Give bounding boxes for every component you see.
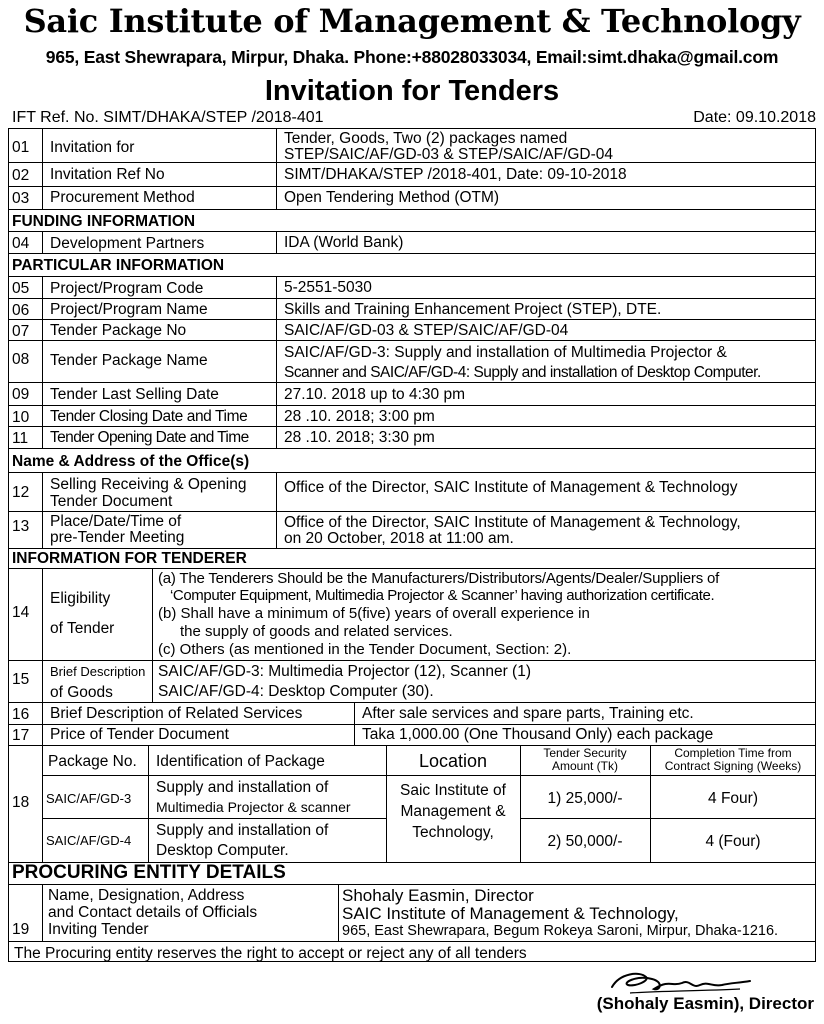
table-rule xyxy=(276,276,277,448)
table-rule xyxy=(338,884,339,941)
package-identification: Desktop Computer. xyxy=(156,842,289,859)
security-amount: 2) 50,000/- xyxy=(547,833,623,850)
row-number: 08 xyxy=(12,351,30,368)
table-rule xyxy=(8,724,816,725)
row-number: 01 xyxy=(12,139,30,156)
table-rule xyxy=(8,472,816,473)
row-label: Tender Package No xyxy=(50,322,187,339)
section-heading: INFORMATION FOR TENDERER xyxy=(12,550,247,567)
table-rule xyxy=(8,231,816,232)
table-rule xyxy=(8,209,816,210)
row-label: Brief Description of Related Services xyxy=(50,705,303,722)
row-value: SAIC/AF/GD-03 & STEP/SAIC/AF/GD-04 xyxy=(284,322,569,339)
row-number: 09 xyxy=(12,386,30,403)
section-heading: FUNDING INFORMATION xyxy=(12,213,196,230)
row-value: 27.10. 2018 up to 4:30 pm xyxy=(284,386,465,403)
table-rule xyxy=(8,448,816,449)
table-rule xyxy=(8,511,816,512)
section-heading: Name & Address of the Office(s) xyxy=(12,453,250,470)
officer-address: 965, East Shewrapara, Begum Rokeya Saroni, Mirpur, Dhaka-1216. xyxy=(342,923,779,939)
row-number: 15 xyxy=(12,671,30,688)
table-rule xyxy=(8,382,816,383)
eligibility-line: the supply of goods and related services. xyxy=(180,623,453,640)
row-label: Invitation for xyxy=(50,139,135,156)
row-value: SAIC/AF/GD-3: Multimedia Projector (12), Scanner (1) xyxy=(158,663,531,680)
row-number: 14 xyxy=(12,604,30,621)
table-rule xyxy=(276,128,277,209)
row-label: Price of Tender Document xyxy=(50,726,229,743)
package-number: SAIC/AF/GD-3 xyxy=(46,791,132,806)
table-rule xyxy=(8,702,816,703)
table-rule xyxy=(354,702,355,745)
institute-name: Saic Institute of Management & Technology xyxy=(23,2,801,40)
eligibility-line: ‘Computer Equipment, Multimedia Projector & Scanner’ having authorization certificate. xyxy=(170,587,715,604)
notice-heading: Invitation for Tenders xyxy=(264,75,560,107)
footer-note: The Procuring entity reserves the right to accept or reject any of all tenders xyxy=(14,945,527,962)
row-value: SAIC/AF/GD-4: Desktop Computer (30). xyxy=(158,683,434,700)
row-label: Project/Program Name xyxy=(50,301,208,318)
table-rule xyxy=(42,702,43,862)
location-line: Technology, xyxy=(412,824,494,841)
table-rule xyxy=(42,818,386,819)
row-number: 16 xyxy=(12,706,30,723)
row-label: Tender Last Selling Date xyxy=(50,386,219,403)
row-value: Open Tendering Method (OTM) xyxy=(284,189,500,206)
row-value: After sale services and spare parts, Training etc. xyxy=(362,705,694,722)
row-number: 13 xyxy=(12,518,30,535)
row-value: 28 .10. 2018; 3:00 pm xyxy=(284,408,435,425)
row-number: 10 xyxy=(12,409,30,426)
section-heading: PROCURING ENTITY DETAILS xyxy=(12,862,286,883)
row-label: Tender Package Name xyxy=(50,352,208,369)
package-identification: Supply and installation of xyxy=(156,822,329,839)
signatory: (Shohaly Easmin), Director xyxy=(596,994,814,1013)
row-label: Invitation Ref No xyxy=(50,166,165,183)
row-value: Office of the Director, SAIC Institute of Management & Technology xyxy=(284,479,738,496)
table-rule xyxy=(8,253,816,254)
row-label: Project/Program Code xyxy=(50,280,204,297)
row-value: 5-2551-5030 xyxy=(284,279,372,296)
table-rule xyxy=(8,568,816,569)
table-rule xyxy=(8,405,816,406)
table-rule xyxy=(42,472,43,548)
table-rule xyxy=(42,231,43,253)
completion-header: Completion Time from xyxy=(674,746,792,760)
table-rule xyxy=(8,186,816,187)
row-label: of Tender xyxy=(50,620,115,637)
row-label: Name, Designation, Address xyxy=(48,887,245,904)
eligibility-line: (a) The Tenderers Should be the Manufacturers/Distributors/Agents/Dealer/Suppliers of xyxy=(158,570,720,587)
row-label: Tender Document xyxy=(50,493,173,510)
table-rule xyxy=(276,231,277,253)
table-rule xyxy=(148,745,149,862)
row-number: 06 xyxy=(12,302,30,319)
table-rule xyxy=(8,941,816,942)
row-value: SIMT/DHAKA/STEP /2018-401, Date: 09-10-2018 xyxy=(284,166,627,183)
location-line: Management & xyxy=(400,803,506,820)
package-identification: Supply and installation of xyxy=(156,779,329,796)
row-value: IDA (World Bank) xyxy=(284,234,404,251)
table-rule xyxy=(8,319,816,320)
table-rule xyxy=(152,568,153,702)
location-header: Location xyxy=(418,751,488,771)
package-number: SAIC/AF/GD-4 xyxy=(46,833,132,848)
package-header: Package No. xyxy=(48,753,137,770)
table-rule xyxy=(8,660,816,661)
location-line: Saic Institute of xyxy=(400,782,506,799)
row-value: Office of the Director, SAIC Institute of Management & Technology, xyxy=(284,514,741,531)
security-header: Amount (Tk) xyxy=(551,759,618,773)
table-rule xyxy=(276,472,277,548)
completion-time: 4 Four) xyxy=(708,790,758,807)
table-rule xyxy=(8,884,816,885)
identification-header: Identification of Package xyxy=(156,753,325,770)
row-label: Place/Date/Time of xyxy=(50,513,182,530)
row-label: of Goods xyxy=(50,684,113,701)
row-label: Eligibility xyxy=(50,590,111,607)
row-number: 02 xyxy=(12,167,30,184)
completion-time: 4 (Four) xyxy=(705,833,761,850)
security-header: Tender Security xyxy=(543,746,627,760)
row-label: and Contact details of Officials xyxy=(48,904,258,921)
row-value: Skills and Training Enhancement Project (STEP), DTE. xyxy=(284,301,662,318)
row-label: Procurement Method xyxy=(50,189,195,206)
row-number: 17 xyxy=(12,727,30,744)
institute-address: 965, East Shewrapara, Mirpur, Dhaka. Phone:+88028033034, Email:simt.dhaka@gmail.com xyxy=(45,47,779,67)
row-label: Inviting Tender xyxy=(48,921,149,938)
row-number: 12 xyxy=(12,484,30,501)
eligibility-line: (b) Shall have a minimum of 5(five) years of overall experience in xyxy=(158,605,590,622)
row-number: 03 xyxy=(12,190,30,207)
row-label: Tender Opening Date and Time xyxy=(50,429,249,446)
row-value: Tender, Goods, Two (2) packages named xyxy=(284,130,568,147)
row-number: 18 xyxy=(12,794,30,811)
table-rule xyxy=(42,568,43,702)
row-number: 04 xyxy=(12,235,30,252)
row-value: Taka 1,000.00 (One Thousand Only) each package xyxy=(362,726,714,743)
table-rule xyxy=(42,775,816,776)
security-amount: 1) 25,000/- xyxy=(547,790,623,807)
row-number: 19 xyxy=(12,921,30,938)
row-value: on 20 October, 2018 at 11:00 am. xyxy=(284,530,514,547)
eligibility-line: (c) Others (as mentioned in the Tender Document, Section: 2). xyxy=(158,641,572,658)
table-rule xyxy=(8,548,816,549)
row-label: Development Partners xyxy=(50,235,205,252)
table-rule xyxy=(42,884,43,941)
row-label: Tender Closing Date and Time xyxy=(50,408,248,425)
table-rule xyxy=(8,276,816,277)
row-label: Selling Receiving & Opening xyxy=(50,476,247,493)
row-value: STEP/SAIC/AF/GD-03 & STEP/SAIC/AF/GD-04 xyxy=(284,146,614,163)
completion-header: Contract Signing (Weeks) xyxy=(664,759,802,773)
table-rule xyxy=(8,426,816,427)
section-heading: PARTICULAR INFORMATION xyxy=(12,257,225,274)
row-number: 07 xyxy=(12,323,30,340)
table-rule xyxy=(42,128,43,209)
row-value: Scanner and SAIC/AF/GD-4: Supply and installation of Desktop Computer. xyxy=(284,364,761,381)
row-number: 11 xyxy=(12,430,29,447)
row-value: 28 .10. 2018; 3:30 pm xyxy=(284,429,435,446)
table-rule xyxy=(8,298,816,299)
notice-date: Date: 09.10.2018 xyxy=(693,109,816,126)
row-value: SAIC/AF/GD-3: Supply and installation of Multimedia Projector & xyxy=(284,344,727,361)
ift-reference: IFT Ref. No. SIMT/DHAKA/STEP /2018-401 xyxy=(12,109,324,126)
officer-name: Shohaly Easmin, Director xyxy=(342,886,534,905)
package-identification: Multimedia Projector & scanner xyxy=(156,799,351,815)
row-number: 05 xyxy=(12,280,30,297)
table-rule xyxy=(8,340,816,341)
table-rule xyxy=(520,818,816,819)
row-label: pre-Tender Meeting xyxy=(50,529,185,546)
row-label: Brief Description xyxy=(50,664,146,679)
officer-institute: SAIC Institute of Management & Technology, xyxy=(342,904,679,923)
table-rule xyxy=(42,276,43,448)
